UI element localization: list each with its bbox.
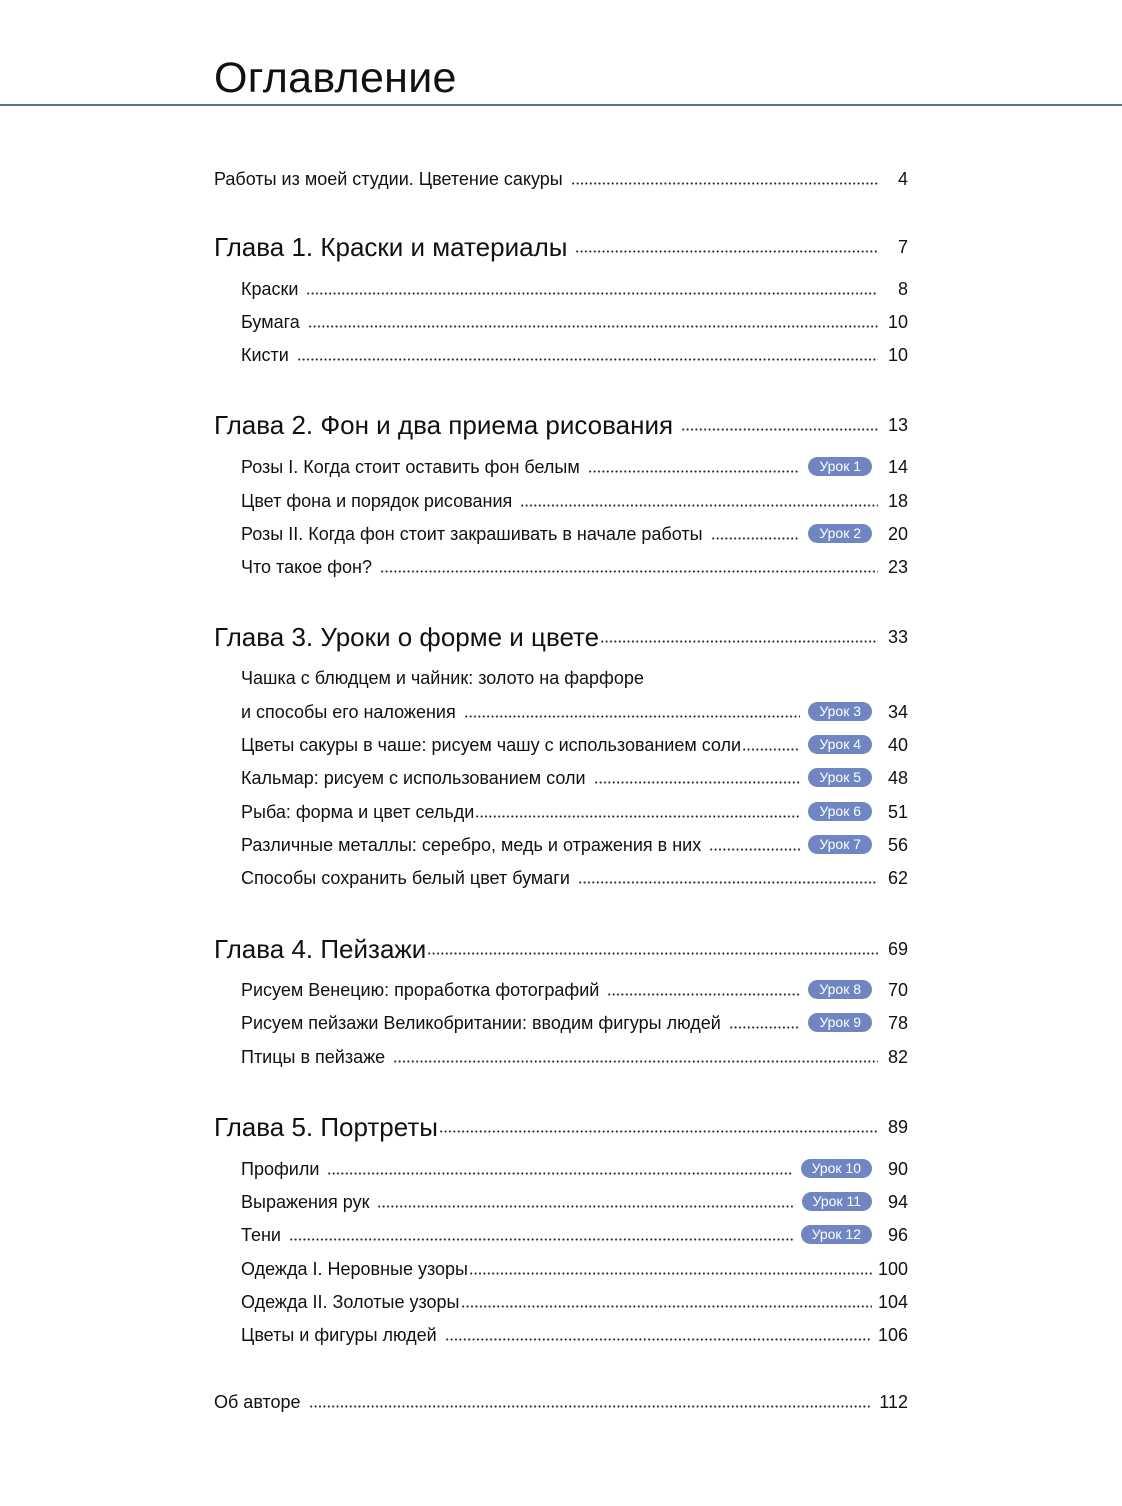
toc-page-number: 40	[887, 735, 908, 755]
lesson-badge: Урок 11	[802, 1192, 872, 1211]
toc-entry-text: Кальмар: рисуем с использованием соли	[241, 768, 586, 788]
leader-dots	[439, 1130, 878, 1133]
toc-page-number: 23	[887, 557, 908, 577]
leader-dots	[607, 993, 800, 996]
toc-chapter-5[interactable]	[214, 1108, 908, 1142]
lesson-badge: Урок 12	[801, 1225, 872, 1244]
leader-dots	[469, 1272, 872, 1275]
toc-entry-about-author[interactable]	[214, 1387, 908, 1413]
toc-entry-text: Рисуем Венецию: проработка фотографий	[241, 980, 600, 1000]
toc-entry-text: и способы его наложения	[241, 702, 456, 722]
toc-entry[interactable]	[241, 975, 908, 1001]
toc-page-number: 89	[887, 1117, 908, 1137]
toc-entry-intro[interactable]	[214, 164, 908, 190]
toc-page-number: 10	[887, 345, 908, 365]
toc-chapter-4[interactable]	[214, 930, 908, 964]
leader-dots	[594, 781, 801, 784]
toc-entry[interactable]	[241, 1154, 908, 1180]
toc-page-number: 96	[887, 1225, 908, 1245]
toc-entry-text: Об авторе	[214, 1392, 301, 1412]
toc-entry-text: Что такое фон?	[241, 557, 372, 577]
toc-entry[interactable]	[241, 763, 908, 789]
leader-dots	[520, 504, 878, 507]
toc-entry-text: Розы I. Когда стоит оставить фон белым	[241, 457, 580, 477]
toc-entry-text: Тени	[241, 1225, 281, 1245]
lesson-badge: Урок 2	[808, 524, 872, 543]
toc-entry[interactable]	[241, 1220, 908, 1246]
toc-page-number: 69	[887, 939, 908, 959]
toc-entry-text: Краски	[241, 279, 299, 299]
toc-page-number: 48	[887, 768, 908, 788]
toc-entry[interactable]	[241, 452, 908, 478]
toc-entry[interactable]	[241, 519, 908, 545]
toc-entry[interactable]	[241, 552, 908, 578]
toc-entry-text: Одежда I. Неровные узоры	[241, 1259, 468, 1279]
title-rule	[0, 104, 1122, 106]
toc-entry-text: Рисуем пейзажи Великобритании: вводим фигуры людей	[241, 1013, 721, 1033]
toc-page-number: 56	[887, 835, 908, 855]
lesson-badge: Урок 1	[808, 457, 872, 476]
leader-dots	[600, 640, 878, 643]
leader-dots	[464, 715, 801, 718]
toc-page-number: 70	[887, 980, 908, 1000]
toc-entry[interactable]	[241, 274, 908, 300]
toc-entry[interactable]	[241, 1320, 908, 1346]
toc-page-number: 33	[887, 627, 908, 647]
toc-entry[interactable]	[241, 697, 908, 723]
lesson-badge: Урок 9	[808, 1013, 872, 1032]
toc-page-number: 106	[877, 1325, 908, 1345]
leader-dots	[709, 848, 800, 851]
toc-page-number: 8	[897, 279, 908, 299]
toc-entry[interactable]	[241, 1042, 908, 1068]
toc-entry-text: Различные металлы: серебро, медь и отражения в них	[241, 835, 702, 855]
toc-page-number: 90	[887, 1159, 908, 1179]
leader-dots	[575, 250, 878, 253]
leader-dots	[578, 881, 878, 884]
chapter-title: Глава 3. Уроки о форме и цвете	[214, 622, 600, 652]
leader-dots	[308, 325, 878, 328]
lesson-badge: Урок 10	[801, 1159, 872, 1178]
toc-entry-text: Одежда II. Золотые узоры	[241, 1292, 460, 1312]
toc-entry-text: Работы из моей студии. Цветение сакуры	[214, 169, 563, 189]
toc-entry[interactable]	[241, 307, 908, 333]
toc-entry-text: Бумага	[241, 312, 300, 332]
leader-dots	[588, 470, 801, 473]
toc-entry[interactable]	[241, 730, 908, 756]
lesson-badge: Урок 3	[808, 702, 872, 721]
toc-page-number: 82	[887, 1047, 908, 1067]
leader-dots	[742, 748, 800, 751]
toc-page-number: 18	[887, 491, 908, 511]
toc-page-number: 94	[887, 1192, 908, 1212]
lesson-badge: Урок 5	[808, 768, 872, 787]
toc-page-number: 62	[887, 868, 908, 888]
toc-page-number: 4	[897, 169, 908, 189]
lesson-badge: Урок 4	[808, 735, 872, 754]
leader-dots	[377, 1205, 793, 1208]
lesson-badge: Урок 8	[808, 980, 872, 999]
leader-dots	[289, 1238, 793, 1241]
leader-dots	[475, 815, 800, 818]
toc-chapter-2[interactable]	[214, 406, 908, 440]
toc-chapter-3[interactable]	[214, 618, 908, 652]
toc-page-number: 10	[887, 312, 908, 332]
toc-page-number: 13	[887, 415, 908, 435]
toc-entry-first-line[interactable]: Чашка с блюдцем и чайник: золото на фарфоре	[241, 668, 644, 688]
leader-dots	[380, 570, 878, 573]
chapter-title: Глава 5. Портреты	[214, 1112, 438, 1142]
lesson-badge: Урок 6	[808, 802, 872, 821]
leader-dots	[729, 1026, 801, 1029]
leader-dots	[327, 1172, 792, 1175]
toc-entry-text: Цветы и фигуры людей	[241, 1325, 437, 1345]
toc-page-number: 20	[887, 524, 908, 544]
toc-page-number: 100	[877, 1259, 908, 1279]
toc-entry-text: Птицы в пейзаже	[241, 1047, 386, 1067]
toc-entry-text: Цвет фона и порядок рисования	[241, 491, 513, 511]
toc-entry-text: Способы сохранить белый цвет бумаги	[241, 868, 570, 888]
leader-dots	[711, 537, 801, 540]
toc-page-number: 14	[887, 457, 908, 477]
toc-entry[interactable]	[241, 830, 908, 856]
toc-entry-text: Розы II. Когда фон стоит закрашивать в начале работы	[241, 524, 703, 544]
toc-entry-text: Выражения рук	[241, 1192, 370, 1212]
toc-entry[interactable]	[241, 797, 908, 823]
toc-page-number: 7	[897, 237, 908, 257]
toc-page-number: 51	[887, 802, 908, 822]
leader-dots	[306, 292, 878, 295]
toc-chapter-1[interactable]	[214, 228, 908, 262]
leader-dots	[681, 428, 878, 431]
leader-dots	[427, 952, 878, 955]
toc-entry-text: Рыба: форма и цвет сельди	[241, 802, 475, 822]
toc-entry-text: Цветы сакуры в чаше: рисуем чашу с использованием соли	[241, 735, 742, 755]
chapter-title: Глава 1. Краски и материалы	[214, 232, 568, 262]
leader-dots	[393, 1060, 878, 1063]
toc-entry[interactable]	[241, 340, 908, 366]
toc-entry[interactable]	[241, 1254, 908, 1280]
toc-entry[interactable]	[241, 863, 908, 889]
toc-page-number: 78	[887, 1013, 908, 1033]
chapter-title: Глава 4. Пейзажи	[214, 934, 427, 964]
toc-page-number: 104	[877, 1292, 908, 1312]
leader-dots	[297, 358, 878, 361]
toc-entry[interactable]	[241, 1187, 908, 1213]
leader-dots	[571, 182, 878, 185]
leader-dots	[461, 1305, 873, 1308]
toc-entry-text: Кисти	[241, 345, 289, 365]
chapter-title: Глава 2. Фон и два приема рисования	[214, 410, 674, 440]
toc-page-number: 34	[887, 702, 908, 722]
toc-page-number: 112	[879, 1392, 908, 1412]
toc-entry[interactable]	[241, 1287, 908, 1313]
page-title: Оглавление	[214, 54, 457, 102]
lesson-badge: Урок 7	[808, 835, 872, 854]
toc-entry[interactable]	[241, 486, 908, 512]
toc-entry[interactable]	[241, 1008, 908, 1034]
leader-dots	[445, 1338, 872, 1341]
leader-dots	[309, 1405, 872, 1408]
toc-entry-text: Профили	[241, 1159, 320, 1179]
